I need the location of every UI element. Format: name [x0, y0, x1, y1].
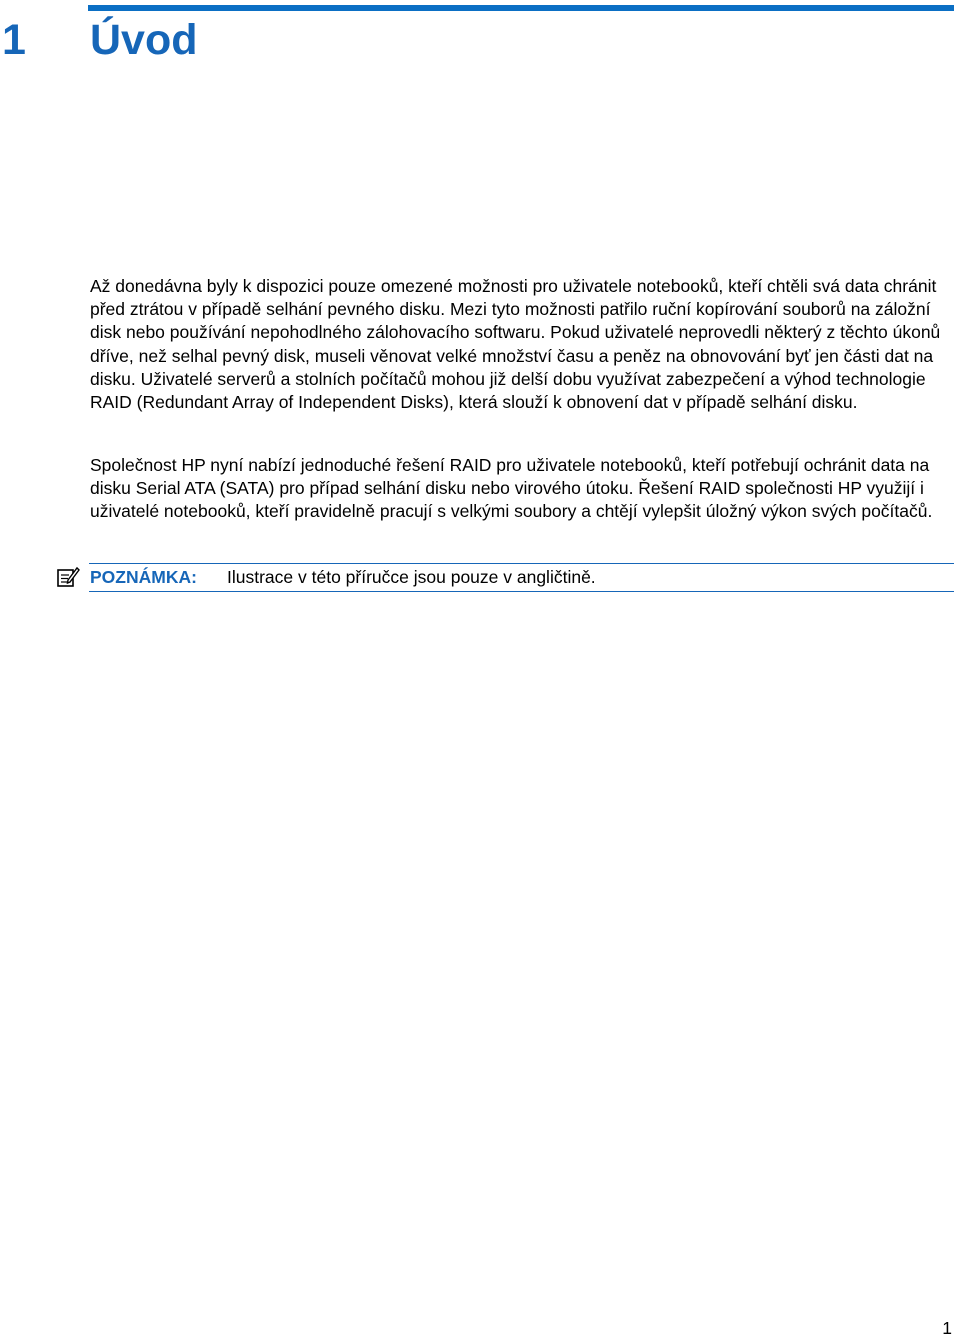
chapter-top-rule	[88, 5, 954, 11]
chapter-number: 1	[2, 16, 26, 64]
note-label: POZNÁMKA:	[90, 567, 197, 587]
body-paragraph-2: Společnost HP nyní nabízí jednoduché řešení RAID pro uživatele notebooků, kteří potřebují ochránit data na disku Serial ATA (SATA) pro případ selhání disku nebo virového útoku. Řešení RAID společnosti HP využijí i uživatelé notebooků, kteří pravidelně pracují s velkými soubory a chtějí vylepšit úložný výkon svých počítačů.	[90, 455, 933, 522]
chapter-title: Úvod	[90, 16, 198, 64]
note-text: Ilustrace v této příručce jsou pouze v angličtině.	[227, 567, 596, 587]
note-rule-top	[89, 563, 954, 564]
page-number: 1	[942, 1318, 952, 1338]
body-paragraph-1: Až donedávna byly k dispozici pouze omezené možnosti pro uživatele notebooků, kteří chtěli svá data chránit před ztrátou v případě selhání pevného disku. Mezi tyto možnosti patřilo ruční kopírování souborů na záložní disk nebo používání nepohodlného zálohovacího softwaru. Pokud uživatelé neprovedli některý z těchto úkonů dříve, než selhal pevný disk, museli věnovat velké množství času a peněz na obnovování byť jen části dat na disku. Uživatelé serverů a stolních počítačů mohou již delší dobu využívat zabezpečení a výhod technologie RAID (Redundant Array of Independent Disks), která slouží k obnovení dat v případě selhání disku.	[90, 276, 941, 413]
note-box	[56, 563, 954, 593]
note-rule-bottom	[89, 591, 954, 592]
note-pencil-icon	[56, 565, 80, 589]
